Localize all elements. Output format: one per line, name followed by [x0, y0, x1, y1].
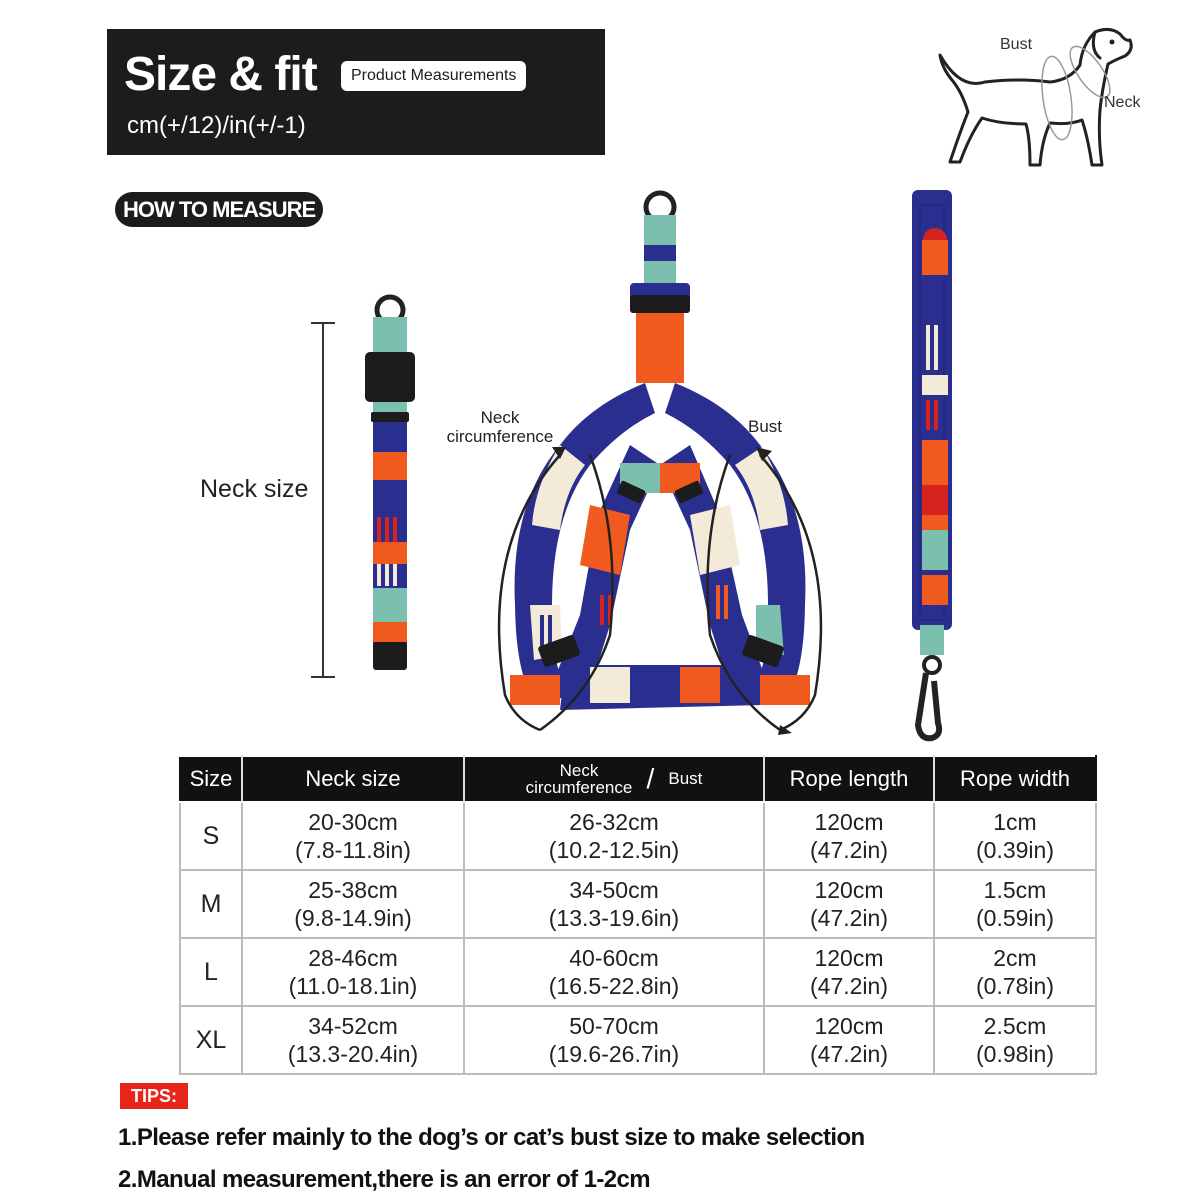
leash-image [890, 185, 970, 745]
page-title: Size & fit [124, 48, 317, 101]
col-slash: / [646, 763, 655, 794]
cell-neck-in: (13.3-20.4in) [287, 1041, 419, 1067]
col-neck-circ-bust [464, 756, 764, 802]
size-table-header [180, 756, 1096, 802]
cell-width-in: (0.78in) [976, 973, 1054, 999]
cell-length-cm: 120cm [814, 1013, 884, 1039]
cell-neck-cm: 34-52cm [308, 1013, 398, 1039]
cell-length [764, 802, 934, 870]
cell-bust-in: (19.6-26.7in) [548, 1041, 680, 1067]
cell-neck-cm: 25-38cm [308, 877, 398, 903]
cell-size: L [180, 938, 242, 1006]
cell-length [764, 870, 934, 938]
bust-label: Bust [748, 417, 783, 436]
cell-size: M [180, 870, 242, 938]
cell-size: S [180, 802, 242, 870]
cell-length [764, 1006, 934, 1074]
diagram-neck-label: Neck [1104, 94, 1141, 111]
col-circ-text [526, 762, 633, 796]
table-row [180, 870, 1096, 938]
cell-neck-in: (11.0-18.1in) [288, 973, 418, 999]
tip-item-1: 1.Please refer mainly to the dog’s or cat’s bust size to make selection [118, 1124, 865, 1151]
col-rope-length: Rope length [764, 756, 934, 802]
cell-length-cm: 120cm [814, 809, 884, 835]
cell-size: XL [180, 1006, 242, 1074]
units-tolerance: cm(+/12)/in(+/-1) [127, 112, 306, 139]
neck-size-label: Neck size [200, 475, 309, 503]
neck-circumference-label [440, 408, 560, 446]
cell-bust [464, 802, 764, 870]
cell-length-in: (47.2in) [810, 837, 888, 863]
cell-neck-in: (9.8-14.9in) [294, 905, 412, 931]
col-circ-line1: Neck [559, 761, 599, 780]
cell-neck-cm: 20-30cm [308, 809, 398, 835]
col-neck-size: Neck size [242, 756, 464, 802]
cell-bust-cm: 50-70cm [569, 1013, 659, 1039]
cell-bust-cm: 34-50cm [569, 877, 659, 903]
cell-bust-cm: 40-60cm [569, 945, 659, 971]
cell-bust-cm: 26-32cm [569, 809, 659, 835]
cell-neck [242, 1006, 464, 1074]
neck-circumference-line2: circumference [446, 427, 554, 446]
cell-neck-in: (7.8-11.8in) [295, 837, 411, 863]
cell-width [934, 938, 1096, 1006]
dog-measure-diagram [930, 20, 1160, 180]
cell-width [934, 1006, 1096, 1074]
cell-bust-in: (10.2-12.5in) [548, 837, 680, 863]
cell-width-cm: 2cm [993, 945, 1037, 971]
cell-length-in: (47.2in) [810, 1041, 888, 1067]
cell-width-in: (0.98in) [976, 1041, 1054, 1067]
cell-width-cm: 1cm [993, 809, 1037, 835]
cell-neck [242, 802, 464, 870]
collar-image [355, 292, 425, 682]
cell-neck [242, 870, 464, 938]
cell-width [934, 870, 1096, 938]
cell-width-in: (0.39in) [976, 837, 1054, 863]
cell-neck [242, 938, 464, 1006]
cell-bust [464, 870, 764, 938]
harness-image [480, 185, 840, 735]
cell-length-in: (47.2in) [810, 973, 888, 999]
cell-width-cm: 2.5cm [983, 1013, 1047, 1039]
tip-item-2: 2.Manual measurement,there is an error of 1-2cm [118, 1166, 651, 1193]
cell-neck-cm: 28-46cm [308, 945, 398, 971]
cell-bust-in: (16.5-22.8in) [548, 973, 680, 999]
cell-bust [464, 938, 764, 1006]
cell-width [934, 802, 1096, 870]
col-bust: Bust [668, 769, 703, 788]
product-measurements-tag: Product Measurements [341, 61, 526, 91]
col-rope-width: Rope width [934, 756, 1096, 802]
cell-bust-in: (13.3-19.6in) [548, 905, 680, 931]
neck-size-dimension-line [308, 320, 338, 682]
neck-circumference-line1: Neck [480, 408, 520, 427]
how-to-measure-heading: HOW TO MEASURE [115, 192, 323, 227]
diagram-bust-label: Bust [1000, 36, 1033, 53]
table-row [180, 938, 1096, 1006]
cell-length-cm: 120cm [814, 945, 884, 971]
table-row [180, 802, 1096, 870]
cell-length-in: (47.2in) [810, 905, 888, 931]
cell-length-cm: 120cm [814, 877, 884, 903]
cell-bust [464, 1006, 764, 1074]
col-size: Size [180, 756, 242, 802]
table-row [180, 1006, 1096, 1074]
col-circ-line2: circumference [525, 778, 633, 797]
cell-width-in: (0.59in) [976, 905, 1054, 931]
cell-width-cm: 1.5cm [983, 877, 1047, 903]
tips-badge: TIPS: [120, 1083, 188, 1109]
header-banner [107, 29, 605, 155]
size-table [179, 755, 1097, 1075]
cell-length [764, 938, 934, 1006]
